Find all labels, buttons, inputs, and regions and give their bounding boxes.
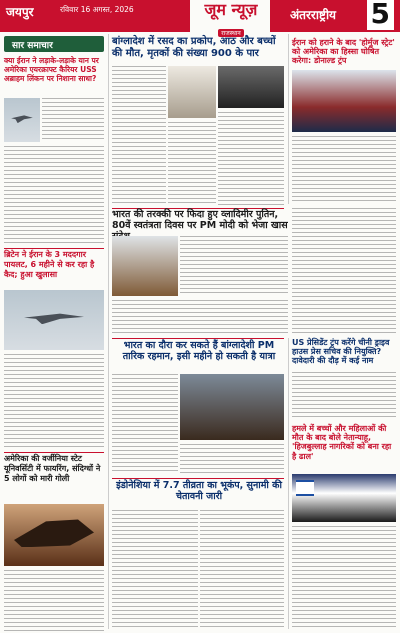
brief-news-label: सार समाचार: [12, 41, 53, 51]
logo-title: जूम न्यूज़: [204, 0, 258, 19]
article-text: [292, 136, 396, 204]
fighter-jet-image: [4, 98, 40, 142]
column-divider: [288, 338, 289, 629]
city-label: जयपुर: [6, 5, 34, 19]
article-text: [4, 146, 104, 246]
left-headline-1: क्या ईरान ने लड़ाके-लड़ाके यान पर अमेरिका एयरक्राफ्ट कैरियर USS अब्राहम लिंकन पर निशाना साधा?: [4, 56, 99, 83]
article-text: [4, 570, 104, 633]
page-number: 5: [367, 0, 394, 30]
masthead: [0, 0, 400, 37]
column-divider: [108, 34, 109, 629]
divider: [112, 478, 284, 479]
article-text: [112, 510, 198, 628]
article-text: [180, 444, 284, 474]
divider: [112, 338, 284, 339]
article-text: [292, 208, 396, 334]
israel-flag-icon: [296, 480, 314, 496]
article-text: [42, 98, 104, 142]
brief-news-badge: [4, 36, 104, 52]
article-text: [292, 372, 396, 418]
headline-indonesia: इंडोनेशिया में 7.7 तीव्रता का भूकंप, सुनामी की चेतावनी जारी: [116, 480, 282, 502]
masthead-right: [270, 0, 400, 32]
newspaper-logo: [196, 0, 266, 37]
column-divider: [288, 34, 289, 204]
headline-us-press: US प्रेसिडेंट ट्रंप करेंगे चीनी ड्राइव हाउस प्रेस सचिव की नियुक्ति? दावेदारी की दौड़ में कई नाम: [292, 338, 390, 366]
headline-netanyahu: हमले में बच्चों और महिलाओं की मौत के बाद बोले नेतान्याहू, 'हिजबुल्लाह नागरिकों को बना रहा है ढाल': [292, 424, 392, 461]
headline-bangladesh: बांग्लादेश में रसद का प्रकोप, आठ और बच्चों की मौत, मृतकों की संख्या 900 के पार: [112, 36, 276, 59]
logo-subtitle: राजस्थान: [218, 29, 243, 37]
article-text: [292, 526, 396, 628]
headline-iran-trump: ईरान को हराने के बाद 'होर्मुज स्ट्रेट' को अमेरिका का हिस्सा घोषित करेगा: डोनाल्ड ट्रंप: [292, 38, 395, 66]
fighter-plane-image: [4, 290, 104, 350]
date-label: रविवार 16 अगस्त, 2026: [60, 5, 134, 14]
bangladesh-photo-2: [218, 66, 284, 108]
article-text: [218, 112, 284, 206]
putin-photo: [112, 236, 178, 296]
article-text: [112, 374, 178, 474]
trump-photo: [292, 70, 396, 132]
article-text: [4, 354, 104, 450]
left-headline-2: ब्रिटेन ने ईरान के 3 मददगार पायलट, 6 महीने से कर रहा है कैद; हुआ खुलासा: [4, 250, 95, 279]
article-text: [112, 300, 288, 334]
rahman-photo: [180, 374, 284, 440]
bangladesh-photo: [168, 66, 216, 118]
section-label: अंतरराष्ट्रीय: [290, 8, 337, 22]
masthead-left: [0, 0, 190, 32]
article-text: [168, 122, 216, 206]
left-headline-3: अमेरिका की वर्जीनिया स्टेट यूनिवर्सिटी में फायरिंग, संदिग्धों ने 5 लोगों को मारी गोली: [4, 454, 101, 483]
article-text: [112, 66, 166, 206]
divider: [4, 452, 104, 453]
article-text: [200, 510, 284, 628]
crime-scene-image: [4, 504, 104, 566]
article-text: [180, 236, 288, 296]
headline-rahman: भारत का दौरा कर सकते हैं बांग्लादेशी PM तारिक रहमान, इसी महीने हो सकती है यात्रा: [122, 340, 276, 362]
divider: [4, 248, 104, 249]
headline-putin: भारत की तरक्की पर फिदा हुए व्लादिमीर पुतिन, 80वें स्वतंत्रता दिवस पर PM मोदी को भेजा खास: [112, 209, 288, 231]
left-column: [0, 34, 108, 633]
